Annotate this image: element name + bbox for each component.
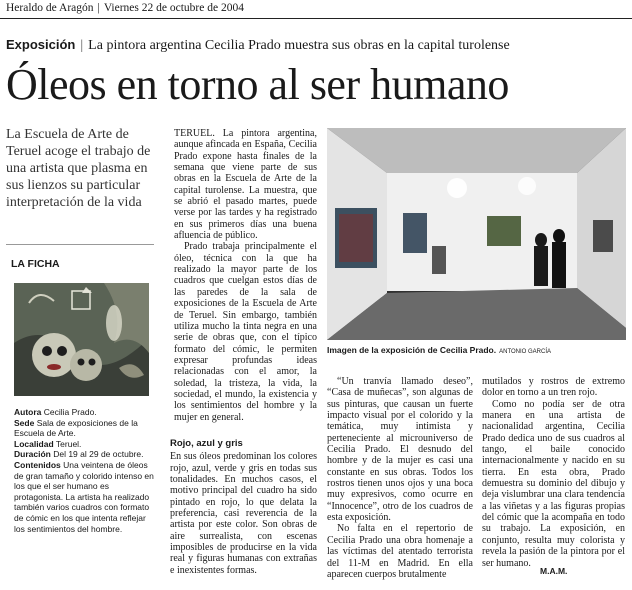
ficha-field: Duración Del 19 al 29 de octubre. (14, 449, 144, 460)
gallery-illustration (327, 128, 626, 340)
paragraph: TERUEL. La pintora argentina, aunque afincada en España, Cecilia Prado expone hasta finales de la semana que viene parte de sus obras en la Escuela de Arte de la capital turolense. La muestra, que se abrió el pasado martes, puede verse por las tardes y ha registrado en sus primeros días una buena afluencia de público. (174, 128, 317, 242)
article-column-1b (170, 432, 317, 576)
masthead: Heraldo de Aragón | Viernes 22 de octubre de 2004 (6, 2, 244, 14)
ficha-field: Contenidos Una veintena de óleos de gran tamaño y colorido intenso en los que el ser humano es protagonista. La artista ha realizado también varios cuadros con formato de cómic en los que intenta reflejar los sentimientos del hombre. (14, 459, 154, 534)
dek: La Escuela de Arte de Teruel acoge el trabajo de una artista que plasma en sus lienzos su particular interpretación de la vida (6, 127, 151, 210)
author-signature: M.A.M. (540, 566, 568, 576)
paragraph: En sus óleos predominan los colores rojo, azul, verde y gris en todas sus tonalidades. En muchos casos, el motivo principal del cuadro ha sido pintado en rojo, lo que delata la preferencia, casi reverencia de la artista por este color. Son obras de aire surrealista, con escenas imposibles de producirse en la vida real y figuras humanas con extrañas e inexistentes formas. (170, 451, 317, 576)
headline: Óleos en torno al ser humano (6, 60, 509, 109)
article-column-3 (482, 376, 625, 569)
ficha-field: Sede Sala de exposiciones de la Escuela de Arte. (14, 417, 138, 439)
ficha-field: Localidad Teruel. (14, 438, 82, 449)
exhibition-photo (327, 128, 626, 340)
paragraph: No falta en el repertorio de Cecilia Prado una obra homenaje a las víctimas del atentado terrorista del 11-M en Madrid. En ella aparecen cuerpos brutalmente (327, 523, 473, 580)
subhead: Rojo, azul y gris (170, 438, 243, 449)
article-column-2 (327, 376, 473, 580)
paragraph: Prado trabaja principalmente el óleo, técnica con la que ha realizado la mayor parte de los cuadros que cuelgan estos días de las paredes de la sala de exposiciones de la Escuela de Arte de Teruel. Sin embargo, también utiliza mucho la tinta negra en una serie de obras que, con el típico formato del cómic, le permiten expresar profundas ideas relacionadas con el amor, la soledad, la tristeza, la vida, la sociedad, el mundo, la existencia y los sentimientos del hombre y la mujer en general. (174, 241, 317, 423)
paragraph: “Un tranvía llamado deseo”, “Casa de muñecas”, son algunas de sus pinturas, que causan un fuerte impacto visual por el colorido y la temática, muy intimista y perteneciente al microuniverso de Cecilia Prado. El desnudo del hombre y de la mujer es casi una constante en sus obras. Todos los rostros tienen unos ojos y una boca muy expresivos, como ocurre en “Innocence”, otro de los cuadros de esta exposición. (327, 376, 473, 524)
painting-illustration (14, 283, 149, 396)
ficha-title: LA FICHA (11, 258, 60, 270)
photo-caption: Imagen de la exposición de Cecilia Prado. ANTONIO GARCÍA (327, 345, 552, 355)
masthead-rule (0, 18, 632, 19)
painting-image (14, 283, 149, 396)
paragraph: Como no podía ser de otra manera en una artista de nacionalidad argentina, Cecilia Prado dedica uno de sus cuadros al tango, el baile conocido internacionalmente y nacido en su tierra. En esta obra, Prado demuestra su dominio del dibujo y deja vislumbrar una clara tendencia a las viñetas y a las figuras propias del cómic que la acompaña en todo su trabajo. La exposición, en conjunto, resulta muy colorista y revela la pasión de la pintora por el ser humano. (482, 398, 625, 569)
ficha-details (14, 407, 156, 534)
issue-date: Viernes 22 de octubre de 2004 (103, 2, 244, 14)
article-column-1 (174, 128, 317, 423)
photo-credit: ANTONIO GARCÍA (499, 349, 552, 355)
newspaper-name: Heraldo de Aragón (6, 2, 94, 14)
section-label: Exposición (6, 37, 76, 52)
paragraph: mutilados y rostros de extremo dolor en torno a un tren rojo. (482, 376, 625, 399)
kicker-text: La pintora argentina Cecilia Prado muestra sus obras en la capital turolense (88, 38, 510, 53)
divider (6, 244, 154, 245)
kicker: Exposición | La pintora argentina Cecilia Prado muestra sus obras en la capital turolense (6, 37, 510, 53)
ficha-field: Autora Cecilia Prado. (14, 407, 97, 417)
